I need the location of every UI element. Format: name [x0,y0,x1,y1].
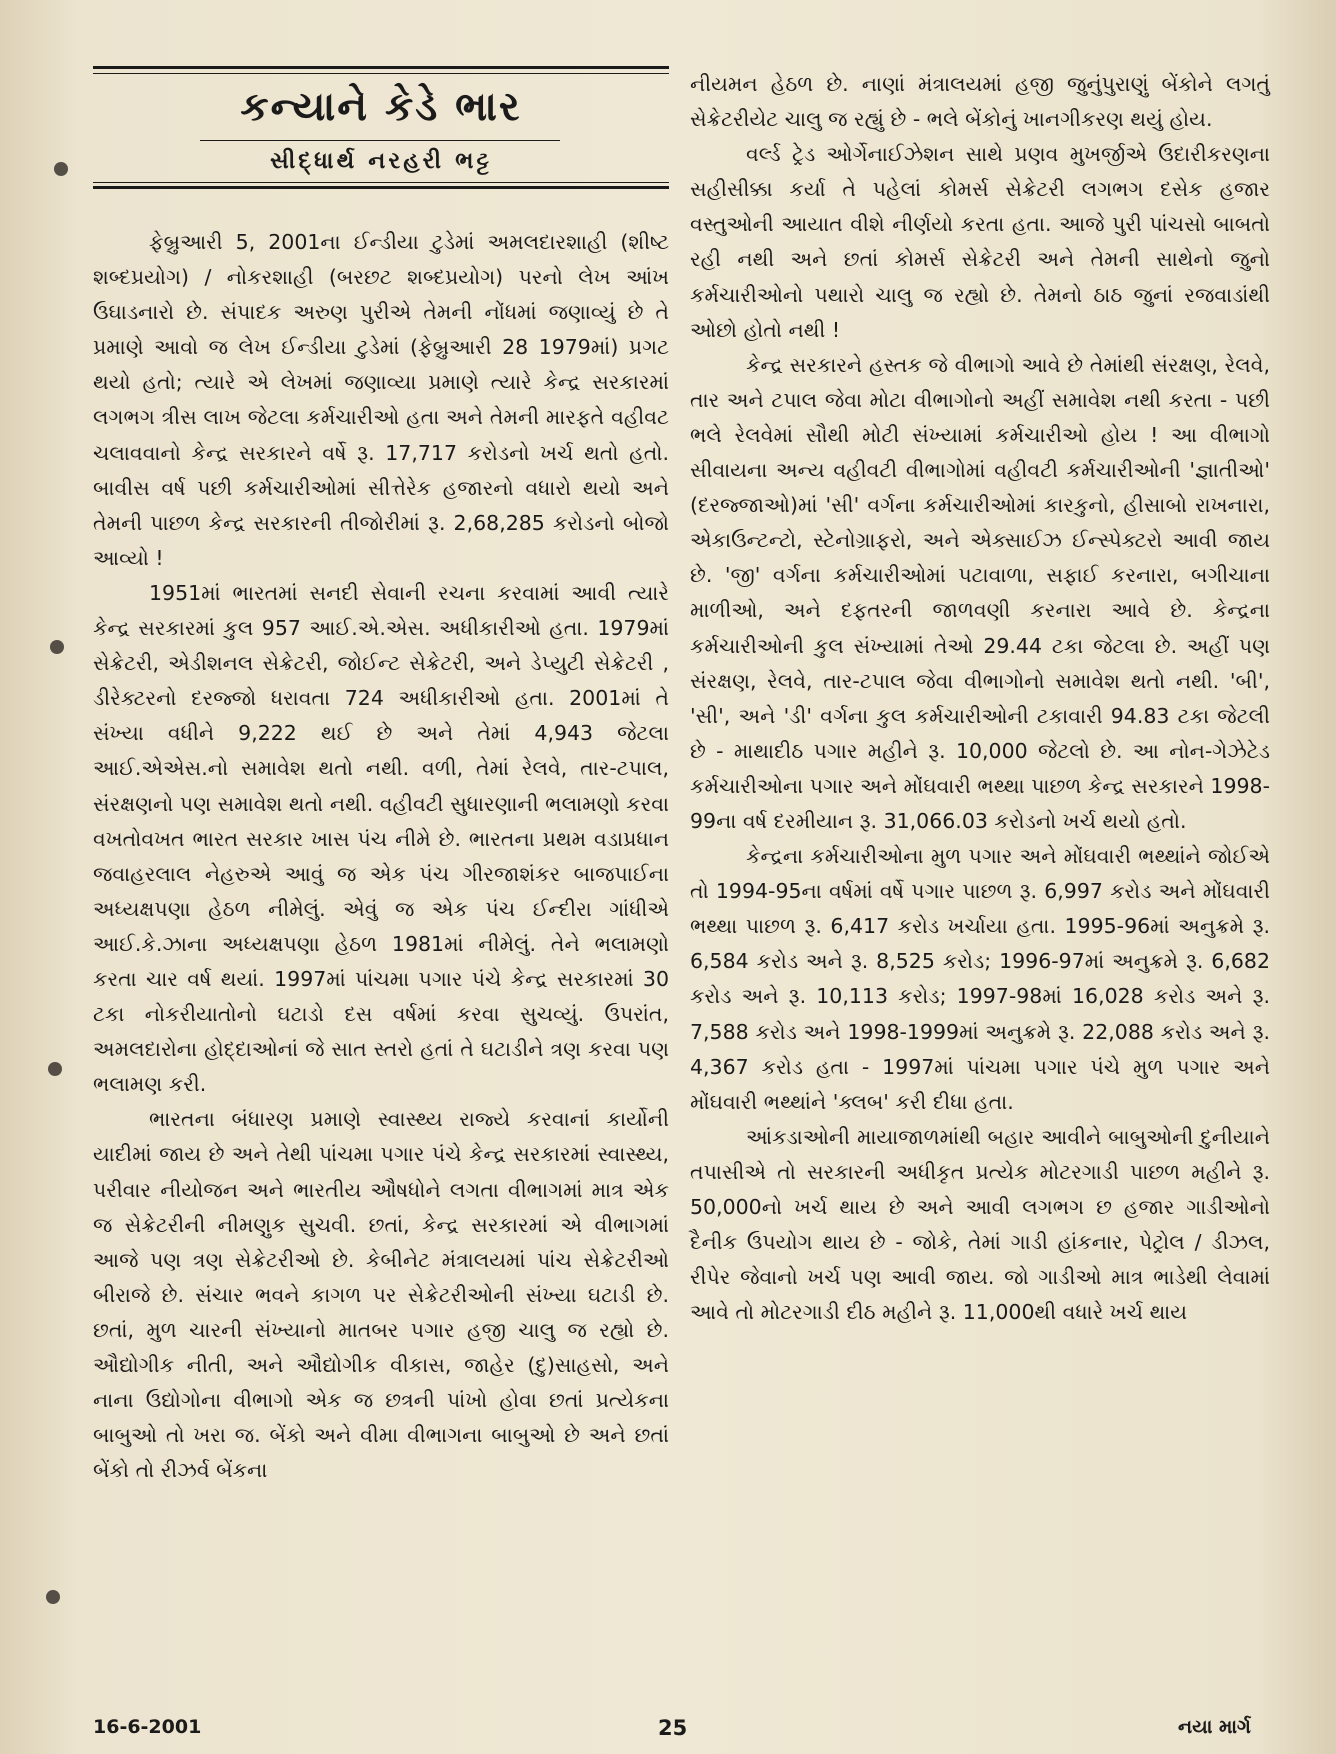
paragraph: વર્લ્ડ ટ્રેડ ઓર્ગેનાઈઝેશન સાથે પ્રણવ મુખર્જીએ ઉદારીકરણના સહીસીક્કા કર્યા તે પહેલાં કોમર્સ સેક્રેટરી લગભગ દસેક હજાર વસ્તુઓની આયાત વીશે નીર્ણયો કરતા હતા. આજે પુરી પાંચસો બાબતો રહી નથી અને છતાં કોમર્સ સેક્રેટરી અને તેમની સાથેનો જુનો કર્મચારીઓનો પથારો ચાલુ જ રહ્યો છે. તેમનો ઠાઠ જુનાં રજવાડાંથી ઓછો હોતો નથી ! [690,142,1270,342]
article-title: કન્યાને કેડે ભાર [240,84,522,130]
punch-hole-mark [50,640,64,654]
paragraph: નીયમન હેઠળ છે. નાણાં મંત્રાલયમાં હજી જુનુંપુરાણું બેંકોને લગતું સેક્રેટરીયેટ ચાલુ જ રહ્યું છે - ભલે બેંકોનું ખાનગીકરણ થયું હોય. [690,72,1270,132]
paragraph: 1951માં ભારતમાં સનદી સેવાની રચના કરવામાં આવી ત્યારે કેન્દ્ર સરકારમાં કુલ 957 આઈ.એ.એસ. અધીકારીઓ હતા. 1979માં સેક્રેટરી, એડીશનલ સેક્રેટરી, જોઈન્ટ સેક્રેટરી, અને ડેપ્યુટી સેક્રેટરી , ડીરેક્ટરનો દરજ્જો ધરાવતા 724 અધીકારીઓ હતા. 2001માં તે સંખ્યા વધીને 9,222 થઈ છે અને તેમાં 4,943 જેટલા આઈ.એએસ.નો સમાવેશ થતો નથી. વળી, તેમાં રેલવે, તાર-ટપાલ, સંરક્ષણનો પણ સમાવેશ થતો નથી. વહીવટી સુધારણાની ભલામણો કરવા વખતોવખત ભારત સરકાર ખાસ પંચ નીમે છે. ભારતના પ્રથમ વડાપ્રધાન જવાહરલાલ નેહરુએ આવું જ એક પંચ ગીરજાશંકર બાજપાઈના અધ્યક્ષપણા હેઠળ નીમેલું. એવું જ એક પંચ ઈન્દીરા ગાંધીએ આઈ.કે.ઝાના અધ્યક્ષપણા હેઠળ 1981માં નીમેલું. તેને ભલામણો કરતા ચાર વર્ષ થયાં. 1997માં પાંચમા પગાર પંચે કેન્દ્ર સરકારમાં 30 ટકા નોકરીયાતોનો ઘટાડો દસ વર્ષમાં કરવા સુચવ્યું. ઉપરાંત, અમલદારોના હોદ્દાઓનાં જે સાત સ્તરો હતાં તે ઘટાડીને ત્રણ કરવા પણ ભલામણ કરી. [93,580,669,1097]
punch-hole-mark [46,1590,60,1604]
paragraph: ફેબ્રુઆરી 5, 2001ના ઈન્ડીયા ટુડેમાં અમલદારશાહી (શીષ્ટ શબ્દપ્રયોગ) / નોકરશાહી (બરછટ શબ્દપ્રયોગ) પરનો લેખ આંખ ઉઘાડનારો છે. સંપાદક અરુણ પુરીએ તેમની નોંધમાં જણાવ્યું છે તે પ્રમાણે આવો જ લેખ ઈન્ડીયા ટુડેમાં (ફેબ્રુઆરી 28 1979માં) પ્રગટ થયો હતો; ત્યારે એ લેખમાં જણાવ્યા પ્રમાણે ત્યારે કેન્દ્ર સરકારમાં લગભગ ત્રીસ લાખ જેટલા કર્મચારીઓ હતા અને તેમની મારફતે વહીવટ ચલાવવાનો કેન્દ્ર સરકારને વર્ષે રૂ. 17,717 કરોડનો ખર્ચ થતો હતો. બાવીસ વર્ષ પછી કર્મચારીઓમાં સીત્તેરેક હજારનો વધારો થયો અને તેમની પાછળ કેન્દ્ર સરકારની તીજોરીમાં રૂ. 2,68,285 કરોડનો બોજો આવ્યો ! [93,230,669,570]
title-top-rule-thin [93,73,669,74]
title-separator-rule [200,140,560,141]
footer-magazine-name: નયા માર્ગ [1178,1716,1251,1738]
footer-page-number: 25 [658,1716,688,1740]
right-column [690,67,1270,1330]
paragraph: કેન્દ્ર સરકારને હસ્તક જે વીભાગો આવે છે તેમાંથી સંરક્ષણ, રેલવે, તાર અને ટપાલ જેવા મોટા વીભાગોનો અહીં સમાવેશ નથી કરતા - પછી ભલે રેલવેમાં સૌથી મોટી સંખ્યામાં કર્મચારીઓ હોય ! આ વીભાગો સીવાયના અન્ય વહીવટી વીભાગોમાં વહીવટી કર્મચારીઓની 'જ્ઞાતીઓ' (દરજ્જાઓ)માં 'સી' વર્ગના કર્મચારીઓમાં કારકુનો, હીસાબો રાખનારા, એકાઉન્ટન્ટો, સ્ટેનોગ્રાફરો, અને એક્સાઈઝ ઈન્સ્પેક્ટરો આવી જાય છે. 'જી' વર્ગના કર્મચારીઓમાં પટાવાળા, સફાઈ કરનારા, બગીચાના માળીઓ, અને દફતરની જાળવણી કરનારા આવે છે. કેન્દ્રના કર્મચારીઓની કુલ સંખ્યામાં તેઓ 29.44 ટકા જેટલા છે. અહીં પણ સંરક્ષણ, રેલવે, તાર-ટપાલ જેવા વીભાગોનો સમાવેશ થતો નથી. 'બી', 'સી', અને 'ડી' વર્ગના કુલ કર્મચારીઓની ટકાવારી 94.83 ટકા જેટલી છે - માથાદીઠ પગાર મહીને રૂ. 10,000 જેટલો છે. આ નોન-ગેઝેટેડ કર્મચારીઓના પગાર અને મોંઘવારી ભથ્થા પાછળ કેન્દ્ર સરકારને 1998-99ના વર્ષ દરમીયાન રૂ. 31,066.03 કરોડનો ખર્ચ થયો હતો. [690,352,1270,833]
left-column [93,225,669,1488]
author-bottom-rule [93,186,669,189]
punch-hole-mark [54,162,68,176]
punch-hole-mark [48,1062,62,1076]
title-top-rule [93,66,669,69]
footer-date: 16-6-2001 [93,1716,202,1738]
paragraph: ભારતના બંધારણ પ્રમાણે સ્વાસ્થ્ય રાજ્યે કરવાનાં કાર્યોની યાદીમાં જાય છે અને તેથી પાંચમા પગાર પંચે કેન્દ્ર સરકારમાં સ્વાસ્થ્ય, પરીવાર નીયોજન અને ભારતીય ઔષધોને લગતા વીભાગમાં માત્ર એક જ સેક્રેટરીની નીમણુક સુચવી. છતાં, કેન્દ્ર સરકારમાં એ વીભાગમાં આજે પણ ત્રણ સેક્રેટરીઓ છે. કેબીનેટ મંત્રાલયમાં પાંચ સેક્રેટરીઓ બીરાજે છે. સંચાર ભવને કાગળ પર સેક્રેટરીઓની સંખ્યા ઘટાડી છે. છતાં, મુળ ચારની સંખ્યાનો માતબર પગાર હજી ચાલુ જ રહ્યો છે. ઔદ્યોગીક નીતી, અને ઔદ્યોગીક વીકાસ, જાહેર (દુ)સાહસો, અને નાના ઉદ્યોગોના વીભાગો એક જ છત્રની પાંખો હોવા છતાં પ્રત્યેકના બાબુઓ તો ખરા જ. બેંકો અને વીમા વીભાગના બાબુઓ છે અને છતાં બેંકો તો રીઝર્વ બેંકના [93,1107,669,1483]
author-bottom-rule-thin [93,182,669,183]
article-author: સીદ્ધાર્થ નરહરી ભટ્ટ [270,148,492,174]
paragraph: કેન્દ્રના કર્મચારીઓના મુળ પગાર અને મોંઘવારી ભથ્થાંને જોઈએ તો 1994-95ના વર્ષમાં વર્ષે પગાર પાછળ રૂ. 6,997 કરોડ અને મોંઘવારી ભથ્થા પાછળ રૂ. 6,417 કરોડ ખર્ચાયા હતા. 1995-96માં અનુક્રમે રૂ. 6,584 કરોડ અને રૂ. 8,525 કરોડ; 1996-97માં અનુક્રમે રૂ. 6,682 કરોડ અને રૂ. 10,113 કરોડ; 1997-98માં 16,028 કરોડ અને રૂ. 7,588 કરોડ અને 1998-1999માં અનુક્રમે રૂ. 22,088 કરોડ અને રૂ. 4,367 કરોડ હતા - 1997માં પાંચમા પગાર પંચે મુળ પગાર અને મોંઘવારી ભથ્થાંને 'ક્લબ' કરી દીધા હતા. [690,844,1270,1114]
paragraph: આંકડાઓની માયાજાળમાંથી બહાર આવીને બાબુઓની દુનીયાને તપાસીએ તો સરકારની અધીકૃત પ્રત્યેક મોટરગાડી પાછળ મહીને રૂ. 50,000નો ખર્ચ થાય છે અને આવી લગભગ છ હજાર ગાડીઓનો દૈનીક ઉપયોગ થાય છે - જોકે, તેમાં ગાડી હાંકનાર, પેટ્રોલ / ડીઝલ, રીપેર જેવાનો ખર્ચ પણ આવી જાય. જો ગાડીઓ માત્ર ભાડેથી લેવામાં આવે તો મોટરગાડી દીઠ મહીને રૂ. 11,000થી વધારે ખર્ચ થાય [690,1124,1270,1325]
